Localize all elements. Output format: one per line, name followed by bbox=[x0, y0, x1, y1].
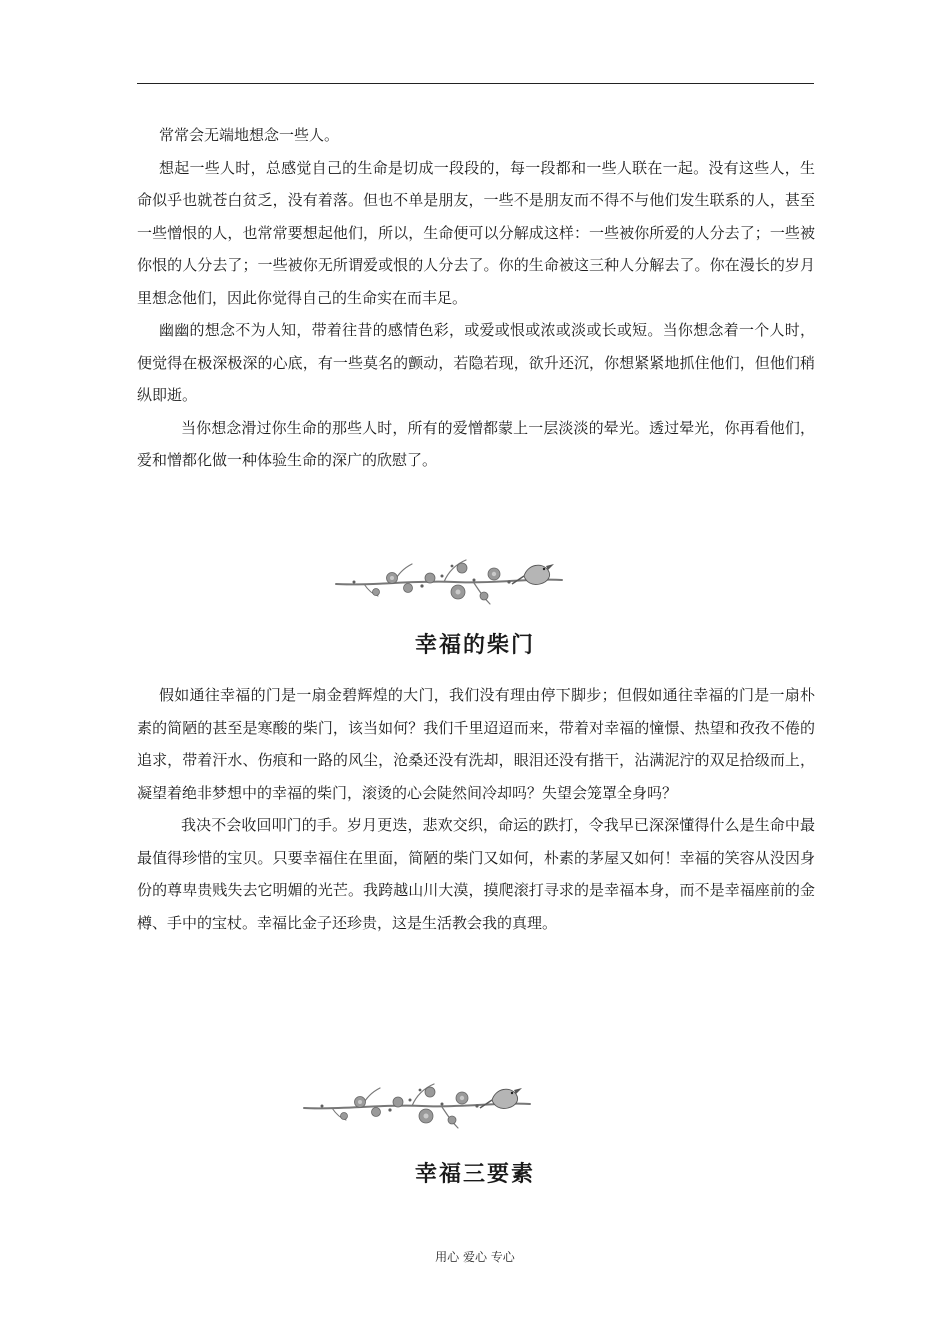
paragraph: 想起一些人时，总感觉自己的生命是切成一段段的，每一段都和一些人联在一起。没有这些人，生命似乎也就苍白贫乏，没有着落。但也不单是朋友，一些不是朋友而不得不与他们发生联系的人，甚至一些憎恨的人，也常常要想起他们，所以，生命便可以分解成这样：一些被你所爱的人分去了；一些被你恨的人分去了；一些被你无所谓爱或恨的人分去了。你的生命被这三种人分解去了。你在漫长的岁月里想念他们，因此你觉得自己的生命实在而丰足。 bbox=[137, 158, 815, 307]
section2-title: 幸福的柴门 bbox=[414, 632, 535, 658]
paragraph: 幽幽的想念不为人知，带着往昔的感情色彩，或爱或恨或浓或淡或长或短。当你想念着一个人时，便觉得在极深极深的心底，有一些莫名的颤动，若隐若现，欲升还沉，你想紧紧地抓住他们，但他们稍纵即逝。 bbox=[137, 321, 815, 404]
plum-blossom-bird-ornament bbox=[334, 556, 564, 612]
page-footer: 用心 爱心 专心 bbox=[435, 1250, 515, 1264]
paragraph: 当你想念滑过你生命的那些人时，所有的爱憎都蒙上一层淡淡的晕光。透过晕光，你再看他们，爱和憎都化做一种体验生命的深广的欣慰了。 bbox=[137, 418, 815, 469]
header-rule bbox=[137, 83, 814, 84]
paragraph: 我决不会收回叩门的手。岁月更迭，悲欢交织，命运的跌打，令我早已深深懂得什么是生命中最最值得珍惜的宝贝。只要幸福住在里面，简陋的柴门又如何，朴素的茅屋又如何！幸福的笑容从没因身份的尊卑贵贱失去它明媚的光芒。我跨越山川大漠，摸爬滚打寻求的是幸福本身，而不是幸福座前的金樽、手中的宝杖。幸福比金子还珍贵，这是生活教会我的真理。 bbox=[137, 816, 815, 932]
paragraph: 假如通往幸福的门是一扇金碧辉煌的大门，我们没有理由停下脚步；但假如通往幸福的门是一扇朴素的简陋的甚至是寒酸的柴门，该当如何？我们千里迢迢而来，带着对幸福的憧憬、热望和孜孜不倦的追求，带着汗水、伤痕和一路的风尘，沧桑还没有洗却，眼泪还没有揩干，沾满泥泞的双足拾级而上，凝望着绝非梦想中的幸福的柴门，滚烫的心会陡然间冷却吗？失望会笼罩全身吗？ bbox=[137, 686, 815, 802]
paragraph: 常常会无端地想念一些人。 bbox=[159, 126, 340, 144]
section3-title: 幸福三要素 bbox=[414, 1161, 535, 1187]
section1-text bbox=[137, 119, 815, 477]
plum-blossom-bird-ornament bbox=[302, 1080, 532, 1136]
section2-text bbox=[137, 679, 815, 939]
